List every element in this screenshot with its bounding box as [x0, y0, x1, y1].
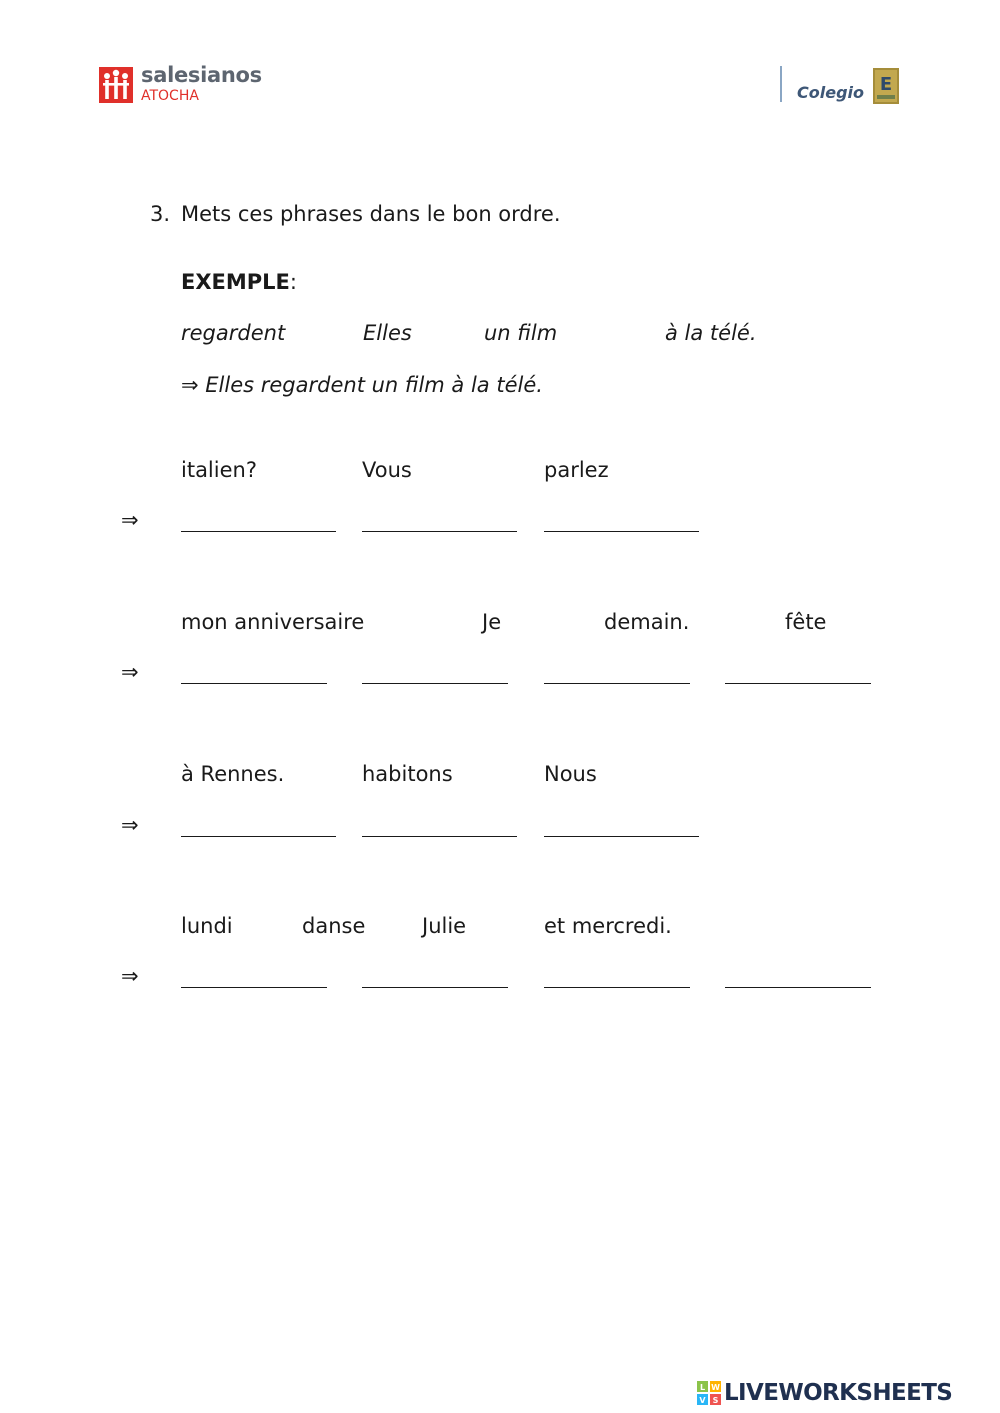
answer-blank[interactable] — [362, 506, 517, 532]
example-colon: : — [289, 270, 297, 294]
exercise-number: 3. — [150, 202, 171, 226]
svg-text:L: L — [699, 1383, 706, 1392]
answer-blank[interactable] — [362, 962, 508, 988]
answer-blank[interactable] — [544, 962, 690, 988]
salesianos-people-icon — [99, 67, 133, 103]
colegio-logo — [778, 66, 902, 106]
school-name: salesianos — [141, 63, 262, 87]
scrambled-word: danse — [302, 914, 366, 938]
scrambled-word: fête — [785, 610, 827, 634]
scrambled-word: parlez — [544, 458, 609, 482]
answer-blank[interactable] — [544, 506, 699, 532]
example-word: regardent — [181, 321, 286, 345]
liveworksheets-footer[interactable] — [697, 1378, 997, 1410]
scrambled-word: Julie — [422, 914, 467, 938]
answer-blank[interactable] — [181, 506, 336, 532]
exercise-instruction — [150, 200, 561, 228]
instruction-text: Mets ces phrases dans le bon ordre. — [181, 202, 561, 226]
example-label — [181, 268, 297, 296]
scrambled-word: lundi — [181, 914, 233, 938]
scrambled-word: Je — [482, 610, 502, 634]
scrambled-word: italien? — [181, 458, 257, 482]
svg-text:W: W — [711, 1383, 720, 1392]
answer-blank[interactable] — [544, 658, 690, 684]
example-word: Elles — [363, 321, 412, 345]
salesianos-logo — [99, 64, 269, 108]
scrambled-word: Nous — [544, 762, 597, 786]
school-location: ATOCHA — [141, 88, 199, 104]
scrambled-word: demain. — [604, 610, 690, 634]
crest-letter: E — [879, 74, 893, 95]
answer-blank[interactable] — [544, 811, 699, 837]
scrambled-word: mon anniversaire — [181, 610, 365, 634]
answer-arrow: ⇒ — [121, 660, 139, 684]
svg-text:S: S — [712, 1396, 719, 1405]
svg-text:V: V — [699, 1396, 706, 1405]
answer-arrow: ⇒ — [121, 964, 139, 988]
answer-arrow: ⇒ — [121, 813, 139, 837]
answer-blank[interactable] — [725, 658, 871, 684]
example-label-text: EXEMPLE — [181, 270, 290, 294]
scrambled-word: et mercredi. — [544, 914, 672, 938]
example-word: à la télé. — [665, 321, 757, 345]
liveworksheets-brand[interactable]: LIVEWORKSHEETS — [724, 1380, 953, 1406]
answer-blank[interactable] — [725, 962, 871, 988]
scrambled-word: Vous — [362, 458, 412, 482]
logo-divider — [780, 66, 782, 102]
school-crest-icon — [873, 68, 899, 104]
example-answer: ⇒ Elles regardent un film à la télé. — [181, 373, 543, 397]
scrambled-word: à Rennes. — [181, 762, 285, 786]
answer-blank[interactable] — [362, 811, 517, 837]
scrambled-word: habitons — [362, 762, 453, 786]
liveworksheets-icon — [697, 1381, 721, 1405]
answer-blank[interactable] — [181, 962, 327, 988]
answer-arrow: ⇒ — [121, 508, 139, 532]
answer-blank[interactable] — [362, 658, 508, 684]
example-word: un film — [484, 321, 558, 345]
colegio-label: Colegio — [797, 83, 864, 102]
answer-blank[interactable] — [181, 811, 336, 837]
answer-blank[interactable] — [181, 658, 327, 684]
